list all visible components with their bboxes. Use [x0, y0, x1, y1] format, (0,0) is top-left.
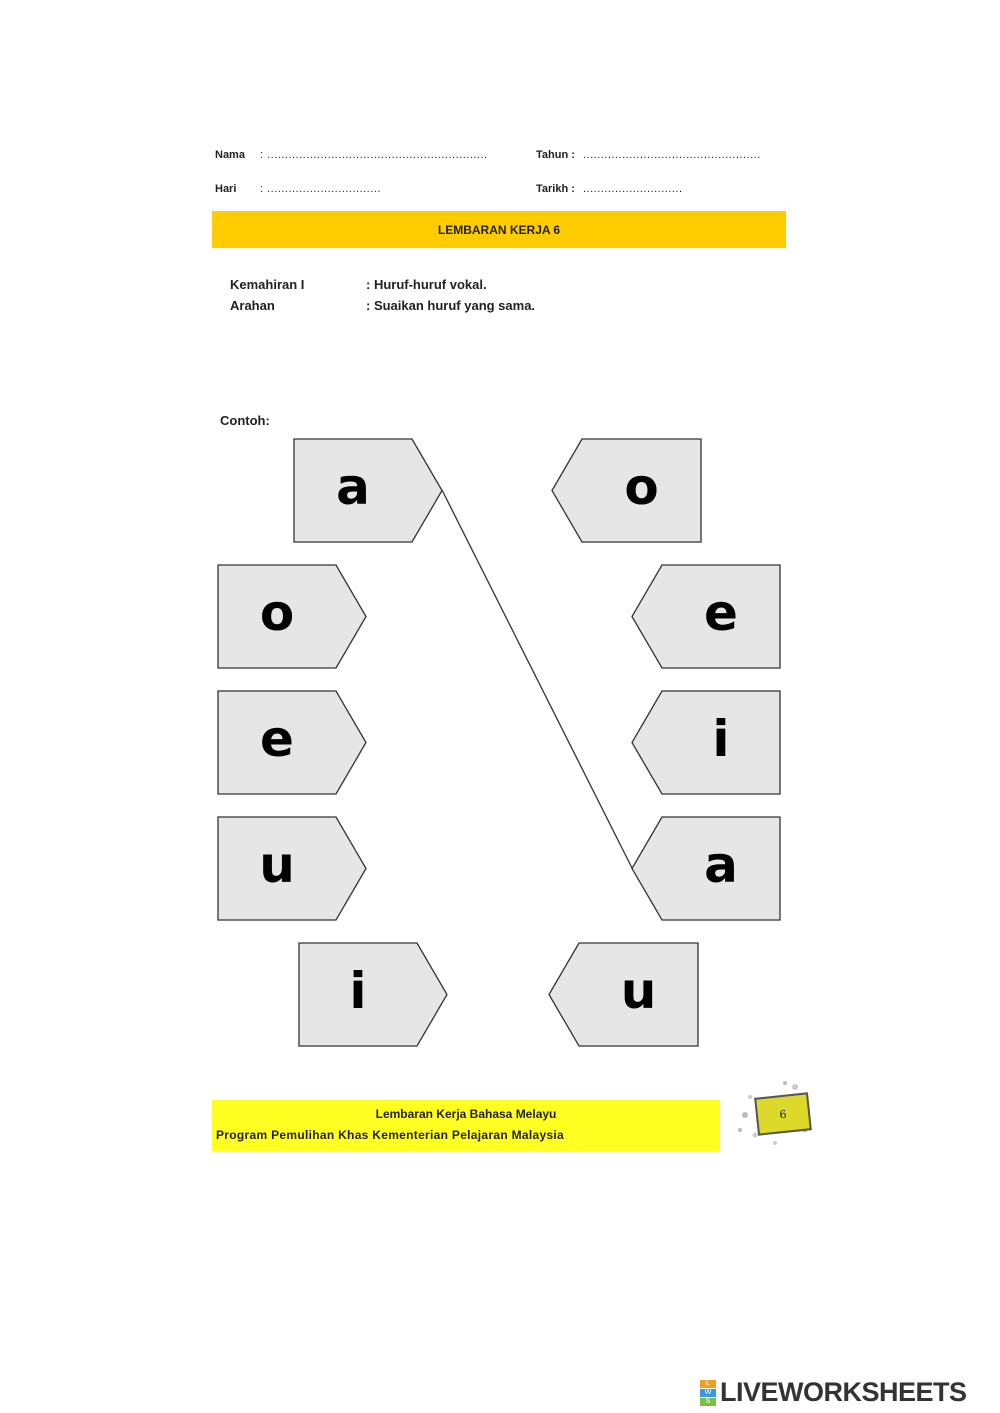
tahun-field[interactable]: .................................................. [583, 149, 761, 161]
page-number-badge [754, 1092, 812, 1135]
nama-field[interactable]: : .............................................................. [260, 149, 488, 161]
right-tag-letter-5: u [620, 961, 657, 1020]
brand-name: LIVEWORKSHEETS [720, 1377, 967, 1407]
left-tag-letter-5: i [349, 961, 367, 1020]
tarikh-label: Tarikh : [536, 183, 575, 195]
logo-mark-l: L [700, 1380, 716, 1388]
nama-label: Nama [215, 149, 245, 161]
footer-bar [212, 1100, 720, 1151]
right-tag-letter-2: e [704, 583, 738, 642]
left-tag-letter-1: a [336, 457, 370, 516]
worksheet-title: LEMBARAN KERJA 6 [437, 222, 561, 237]
tahun-label: Tahun : [536, 149, 575, 161]
page-number: 6 [778, 1107, 788, 1121]
right-tag-letter-1: o [624, 457, 659, 516]
left-tag-letter-3: e [260, 709, 294, 768]
liveworksheets-mark-icon [700, 1380, 716, 1406]
skill-value: : Huruf-huruf vokal. [366, 277, 487, 292]
hari-field[interactable]: : ................................ [260, 183, 381, 195]
right-tag-letter-3: i [712, 709, 730, 768]
footer-line-1: Lembaran Kerja Bahasa Melayu [375, 1107, 557, 1121]
instruction-label: Arahan [230, 298, 275, 313]
instruction-value: : Suaikan huruf yang sama. [366, 298, 536, 313]
tarikh-field[interactable]: ............................ [583, 183, 683, 195]
left-tag-letter-4: u [259, 835, 295, 894]
liveworksheets-logo [700, 1377, 967, 1408]
footer-line-2: Program Pemulihan Khas Kementerian Pelajaran Malaysia [216, 1128, 565, 1142]
hari-label: Hari [215, 183, 237, 195]
example-label: Contoh: [220, 413, 270, 428]
skill-label: Kemahiran I [230, 277, 305, 292]
right-tag-letter-4: a [704, 835, 738, 894]
logo-mark-s: S [700, 1398, 716, 1406]
logo-mark-w: W [700, 1389, 716, 1397]
left-tag-letter-2: o [259, 583, 295, 642]
